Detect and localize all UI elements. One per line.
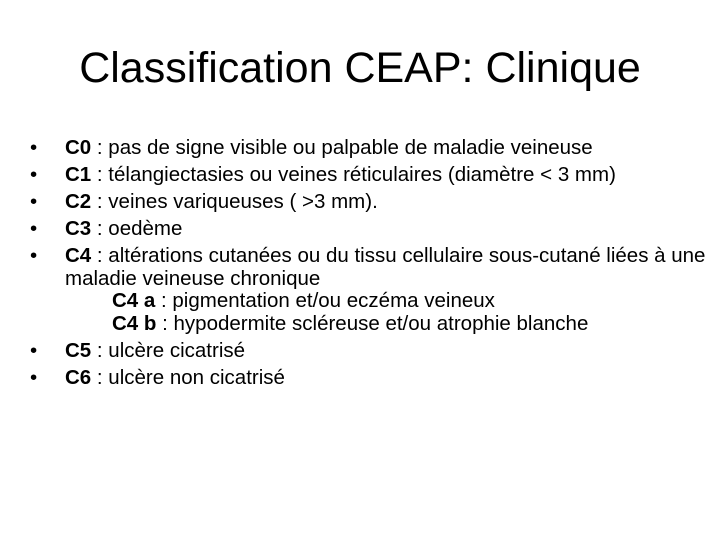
class-description: : oedème — [91, 217, 183, 240]
sub-class-description: : pigmentation et/ou eczéma veineux — [155, 289, 495, 312]
bullet-icon: • — [30, 338, 38, 362]
class-code: C3 — [65, 217, 92, 240]
class-description: : télangiectasies ou veines réticulaires (diamètre < 3 mm) — [91, 163, 616, 186]
list-item-c1 — [30, 164, 710, 187]
class-code: C1 — [65, 163, 92, 186]
sub-class-code: C4 a — [112, 289, 156, 312]
slide-title: Classification CEAP: Clinique — [79, 44, 641, 92]
class-description: : pas de signe visible ou palpable de maladie veineuse — [91, 136, 593, 159]
class-description: : ulcère non cicatrisé — [91, 365, 285, 389]
class-description: : ulcère cicatrisé — [91, 338, 246, 362]
class-description: : veines variqueuses ( >3 mm). — [91, 190, 378, 213]
sub-class-code: C4 b — [112, 311, 157, 335]
bullet-icon: • — [30, 217, 38, 240]
list-item-c3 — [30, 218, 710, 241]
list-item-c2 — [30, 191, 710, 214]
list-item-c5 — [30, 340, 710, 363]
class-code: C0 — [65, 136, 92, 159]
bullet-icon: • — [30, 163, 38, 186]
list-item-c0 — [30, 137, 710, 160]
bullet-icon: • — [30, 190, 38, 213]
list-item-c6 — [30, 367, 710, 390]
class-code: C5 — [65, 338, 92, 362]
sub-class-description: : hypodermite scléreuse et/ou atrophie blanche — [156, 311, 589, 335]
class-code: C6 — [65, 365, 92, 389]
sub-item-c4b — [65, 313, 710, 336]
class-description: : altérations cutanées ou du tissu cellulaire sous-cutané liées à une maladie veineuse chronique — [65, 244, 706, 290]
class-code: C2 — [65, 190, 92, 213]
bullet-icon: • — [30, 244, 38, 267]
bullet-list — [30, 137, 710, 394]
bullet-icon: • — [30, 136, 38, 159]
class-code: C4 — [65, 244, 92, 267]
list-item-c4 — [30, 245, 710, 335]
bullet-icon: • — [30, 365, 38, 389]
sub-item-c4a — [65, 290, 710, 313]
